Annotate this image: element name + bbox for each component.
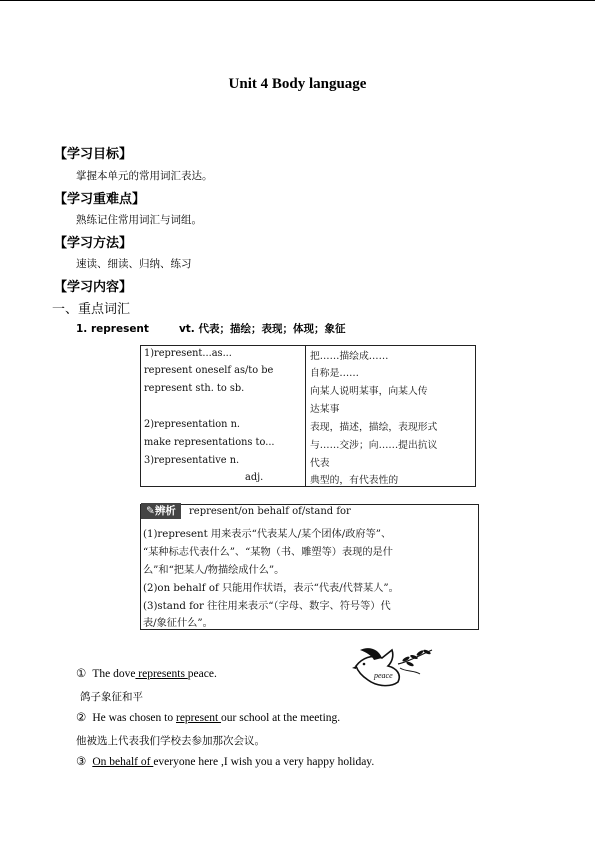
goal-text: 掌握本单元的常用词汇表达。	[76, 170, 213, 182]
dove-peace-illustration	[352, 644, 438, 694]
table-cell-right: 典型的，有代表性的	[310, 475, 399, 486]
analysis-line: (3)stand for 往往用来表示“（字母、数字、符号等）代	[143, 601, 391, 612]
table-cell-left: make representations to...	[144, 437, 275, 448]
table-cell-left: 3)representative n.	[144, 455, 240, 466]
example-text: He was chosen to	[92, 712, 176, 724]
method-heading: 【学习方法】	[54, 236, 133, 251]
table-cell-right: 自称是……	[310, 368, 359, 379]
table-cell-left: represent sth. to sb.	[144, 383, 245, 394]
table-cell-right: 向某人说明某事，向某人传	[310, 386, 428, 397]
example-number: ③	[76, 756, 87, 768]
analysis-line: (2)on behalf of 只能用作状语，表示“代表/代替某人”。	[143, 583, 399, 594]
content-heading: 【学习内容】	[54, 280, 133, 295]
goal-heading: 【学习目标】	[54, 147, 133, 162]
example-text: The dove	[92, 668, 136, 680]
example-number: ②	[76, 712, 87, 724]
table-cell-right: 与……交涉；向……提出抗议	[310, 440, 438, 451]
phrase-table	[140, 345, 476, 487]
table-cell-left: 1)represent...as...	[144, 348, 232, 359]
analysis-line: (1)represent 用来表示“代表某人/某个团体/政府等”、	[143, 529, 392, 540]
analysis-caption: represent/on behalf of/stand for	[189, 506, 351, 517]
page-title: Unit 4 Body language	[228, 76, 367, 92]
table-cell-left: represent oneself as/to be	[144, 365, 274, 376]
analysis-box	[140, 504, 479, 630]
vocab-entry	[76, 321, 345, 336]
vocab-meaning: vt. 代表；描绘；表现；体现；象征	[178, 323, 346, 335]
vocab-word: 1. represent	[76, 323, 149, 335]
part-one-heading: 一、重点词汇	[52, 302, 131, 317]
method-text: 速读、细读、归纳、练习	[76, 258, 192, 270]
analysis-line: 表/象征什么”。	[143, 618, 213, 629]
example-keyword: represent	[176, 712, 222, 724]
table-cell-right: 达某事	[310, 404, 340, 415]
example-text: our school at the meeting.	[221, 712, 341, 724]
example-translation-1: 鸽子象征和平	[80, 691, 143, 703]
table-cell-right: 把……描绘成……	[310, 351, 389, 362]
example-number: ①	[76, 668, 87, 680]
analysis-tag-label: 辨析	[154, 505, 176, 517]
example-keyword: represents	[135, 668, 188, 680]
table-cell-left: 2)representation n.	[144, 419, 241, 430]
table-cell-right: 表现，描述，描绘，表现形式	[310, 422, 438, 433]
analysis-tag	[141, 503, 181, 519]
example-translation-2: 他被选上代表我们学校去参加那次会议。	[76, 735, 265, 747]
page-top-rule	[0, 0, 595, 1]
key-text: 熟练记住常用词汇与词组。	[76, 214, 202, 226]
key-heading: 【学习重难点】	[54, 192, 146, 207]
example-text: everyone here ,I wish you a very happy holiday.	[153, 756, 375, 768]
analysis-line: “某种标志代表什么”、“某物（书、雕塑等）表现的是什	[143, 547, 393, 558]
example-sentence-3	[76, 754, 374, 768]
example-sentence-1	[76, 666, 217, 680]
pen-icon: ✎	[146, 505, 155, 517]
analysis-line: 么”和“把某人/物描绘成什么”。	[143, 565, 285, 576]
table-cell-left: adj.	[245, 472, 264, 483]
table-divider	[305, 346, 306, 486]
example-text: peace.	[187, 668, 217, 680]
example-sentence-2	[76, 710, 340, 724]
dove-label: peace	[374, 671, 393, 680]
example-keyword: On behalf of	[92, 756, 154, 768]
table-cell-right: 代表	[310, 458, 330, 469]
